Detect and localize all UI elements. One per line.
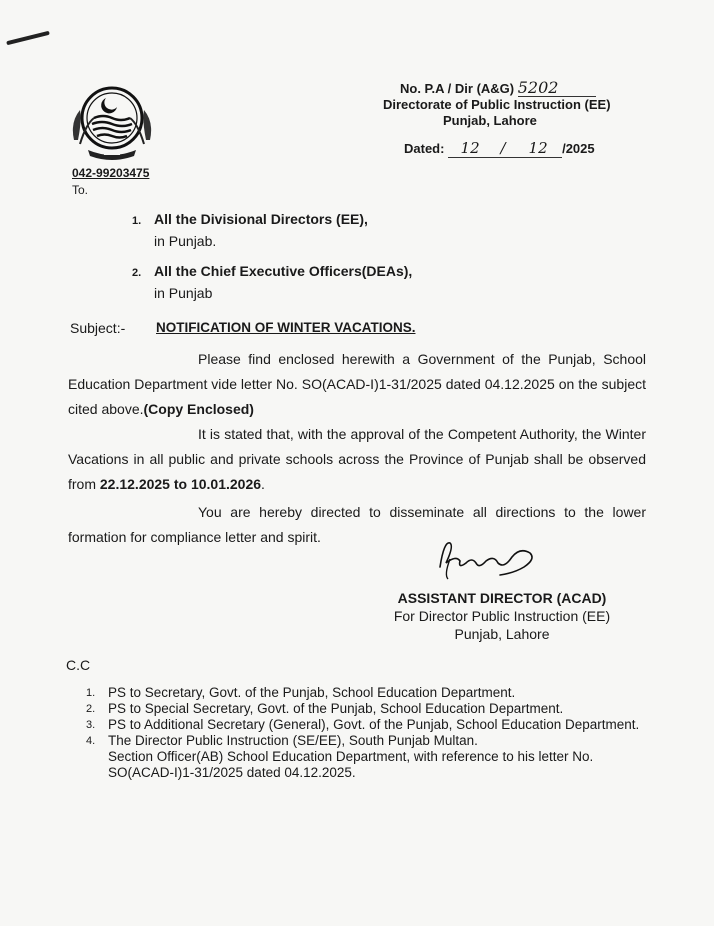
- cc-item-text: PS to Additional Secretary (General), Govt. of the Punjab, School Education Department.: [108, 717, 640, 732]
- addressee-location: in Punjab.: [154, 233, 217, 249]
- subject-text: NOTIFICATION OF WINTER VACATIONS.: [156, 320, 416, 335]
- cc-item-number: 2.: [86, 703, 96, 715]
- letter-header: [383, 80, 633, 129]
- cc-item-number: 4.: [86, 735, 96, 747]
- pen-stroke-mark: [6, 31, 50, 46]
- dated-label: Dated:: [404, 141, 445, 156]
- addressee-item: [132, 261, 412, 303]
- cc-item-text: Section Officer(AB) School Education Department, with reference to his letter No. SO(ACAD-I)1-31/2025 dated 04.12.2025.: [108, 749, 594, 780]
- cc-item-number: 1.: [86, 687, 96, 699]
- cc-item: [86, 701, 646, 717]
- subject-label: Subject:-: [70, 320, 126, 336]
- office-name: Directorate of Public Instruction (EE): [383, 97, 611, 112]
- cc-item-text: PS to Secretary, Govt. of the Punjab, School Education Department.: [108, 685, 516, 700]
- cc-item: [86, 733, 646, 749]
- date-separator: /: [492, 139, 514, 158]
- paragraph-end: .: [261, 476, 265, 492]
- cc-list: [86, 685, 646, 781]
- addressee-title: All the Chief Executive Officers(DEAs),: [154, 263, 413, 279]
- date-year: /2025: [562, 141, 595, 156]
- addressee-location: in Punjab: [154, 285, 213, 301]
- office-location: Punjab, Lahore: [443, 113, 537, 128]
- signatory-title: ASSISTANT DIRECTOR (ACAD): [397, 590, 607, 606]
- signatory-location: Punjab, Lahore: [454, 626, 550, 642]
- date-line: [404, 139, 595, 158]
- body-paragraph-2: [68, 422, 646, 497]
- reference-number-handwritten: 5202: [518, 80, 596, 97]
- body-paragraph-1: [68, 347, 646, 422]
- cc-item: [86, 749, 646, 781]
- cc-label: C.C: [66, 657, 91, 673]
- cc-item: [86, 685, 646, 701]
- reference-label: No. P.A / Dir (A&G): [400, 81, 515, 96]
- paragraph-bold-text: (Copy Enclosed): [143, 401, 254, 417]
- vacation-dates: 22.12.2025 to 10.01.2026: [99, 476, 262, 492]
- cc-item-text: The Director Public Instruction (SE/EE), South Punjab Multan.: [108, 733, 478, 748]
- phone-number: 042-99203475: [72, 166, 150, 180]
- body-paragraph-3: [68, 500, 646, 550]
- addressee-number: 2.: [132, 267, 142, 279]
- date-day-handwritten: 12: [448, 139, 492, 158]
- to-label: To.: [72, 183, 89, 197]
- paragraph-text: It is stated that, with the approval of the Competent Authority, the Winter Vacations in all public and private schools across the Province of Punjab shall be observed from: [68, 426, 646, 492]
- addressee-title: All the Divisional Directors (EE),: [154, 211, 368, 227]
- signatory-office: For Director Public Instruction (EE): [393, 608, 611, 624]
- cc-item-number: 3.: [86, 719, 96, 731]
- paragraph-text: You are hereby directed to disseminate all directions to the lower formation for compliance letter and spirit.: [68, 504, 646, 545]
- cc-item-text: PS to Special Secretary, Govt. of the Punjab, School Education Department.: [108, 701, 564, 716]
- handwritten-signature: [432, 537, 542, 581]
- addressee-item: [132, 209, 368, 251]
- addressee-number: 1.: [132, 215, 142, 227]
- cc-item: [86, 717, 646, 733]
- reference-number-line: [383, 80, 633, 97]
- paragraph-text: Please find enclosed herewith a Government of the Punjab, School Education Department vide letter No. SO(ACAD-I)1-31/2025 dated 04.12.2025 on the subject cited above.: [68, 351, 646, 417]
- signatory-block: [386, 589, 618, 643]
- punjab-government-emblem: [66, 78, 158, 162]
- date-month-handwritten: 12: [514, 139, 562, 158]
